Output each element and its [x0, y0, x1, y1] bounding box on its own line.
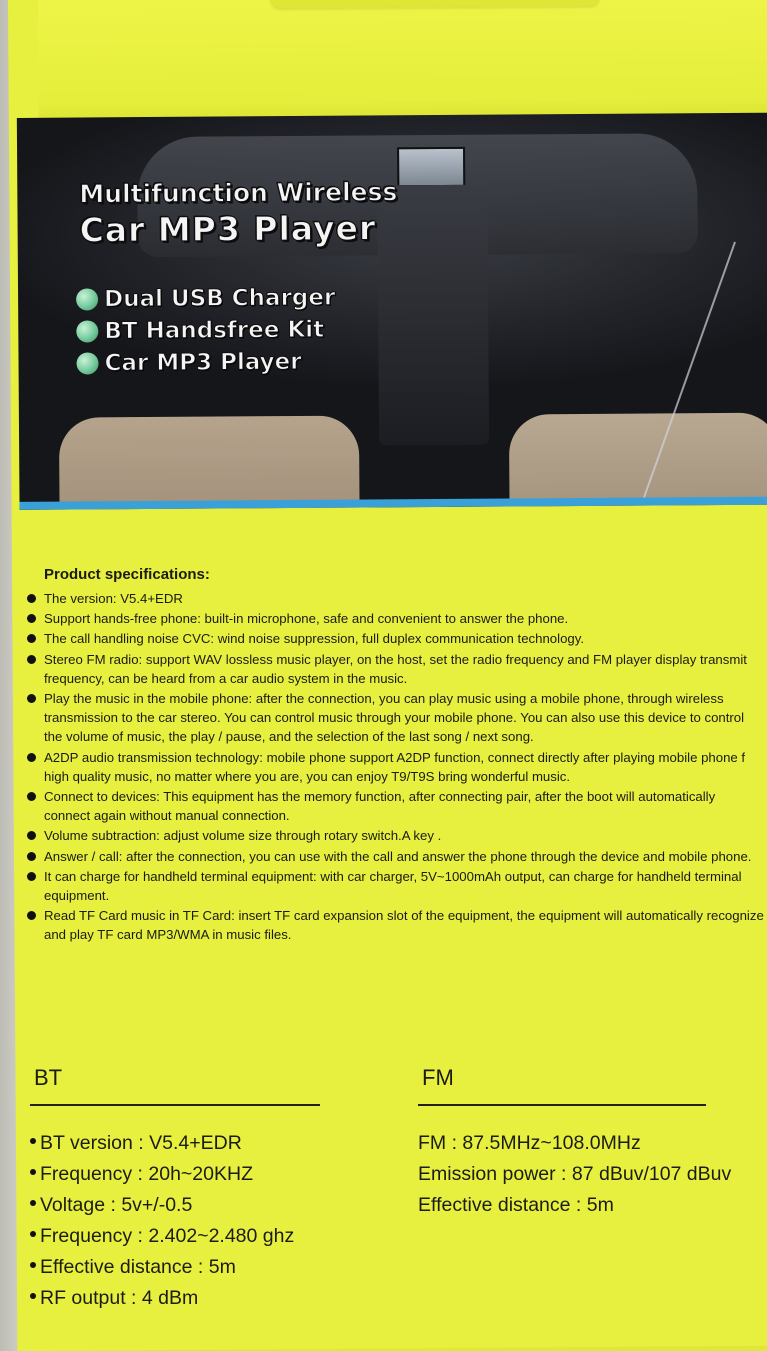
bullet-icon: [27, 753, 36, 762]
spec-item: [22, 629, 764, 648]
bullet-icon: [27, 634, 36, 643]
bt-spec-text: RF output : 4 dBm: [40, 1287, 199, 1309]
spec-text: Answer / call: after the connection, you can use with the call and answer the phone through the device and mobile phone.: [44, 848, 752, 864]
spec-item: [22, 748, 764, 786]
spec-text: Read TF Card music in TF Card: insert TF card expansion slot of the equipment, the equipment will automatically recognize and play TF card MP3/WMA in music files.: [44, 908, 764, 943]
fm-heading: FM: [422, 1065, 454, 1090]
product-headline: [79, 177, 397, 249]
green-dot-icon: [76, 288, 98, 310]
bt-spec-item: [30, 1159, 320, 1190]
feature-label: Dual USB Charger: [104, 284, 336, 313]
right-seat: [509, 413, 767, 510]
bullet-icon: [30, 1262, 36, 1268]
spec-item: [22, 867, 764, 905]
bullet-icon: [27, 694, 36, 703]
bt-spec-text: Voltage : 5v+/-0.5: [40, 1194, 193, 1216]
spec-item: [22, 826, 764, 845]
bt-spec-item: [30, 1190, 320, 1221]
box-top-flap: [38, 0, 767, 130]
spec-item: [22, 787, 764, 825]
bullet-icon: [27, 872, 36, 881]
green-dot-icon: [76, 352, 98, 374]
feature-list: [76, 282, 336, 380]
bt-spec-text: BT version : V5.4+EDR: [40, 1132, 242, 1154]
feature-item: [76, 346, 335, 380]
spec-item: [22, 689, 764, 747]
spec-text: Volume subtraction: adjust volume size through rotary switch.A key .: [44, 828, 442, 844]
fm-divider: [418, 1104, 706, 1106]
feature-label: BT Handsfree Kit: [104, 316, 325, 345]
headline-line2: Car MP3 Player: [79, 208, 377, 250]
bullet-icon: [27, 792, 36, 801]
bullet-icon: [27, 594, 36, 603]
feature-label: Car MP3 Player: [104, 348, 302, 377]
product-specifications: [22, 566, 764, 946]
spec-text: A2DP audio transmission technology: mobile phone support A2DP function, connect directly after playing mobile phone f high quality music, no matter where you are, you can enjoy T9/T9S bring wonderful music.: [44, 749, 746, 784]
bullet-icon: [30, 1138, 36, 1144]
feature-item: [76, 314, 335, 348]
dashboard-screen: [397, 147, 465, 187]
spec-item: [22, 906, 764, 944]
spec-item: [22, 847, 764, 866]
spec-text: Play the music in the mobile phone: after the connection, you can play music using a mobile phone, through wireless transmission to the car stereo. You can control music through your mobile phone. You can also use this device to control the volume of music, the play / pause, and the selection of the last song / next song.: [44, 691, 745, 745]
car-interior-photo: [17, 113, 767, 510]
feature-item: [76, 282, 335, 316]
headline-line1: Multifunction Wireless: [79, 177, 398, 209]
bullet-icon: [30, 1169, 36, 1175]
bt-divider: [30, 1104, 320, 1106]
bt-spec-item: [30, 1128, 320, 1159]
spec-item: [22, 650, 764, 688]
bullet-icon: [27, 655, 36, 664]
bt-specs-column: [30, 1062, 320, 1314]
spec-text: Support hands-free phone: built-in microphone, safe and convenient to answer the phone.: [44, 611, 569, 627]
spec-text: It can charge for handheld terminal equipment: with car charger, 5V~1000mAh output, can charge for handheld terminal equipment.: [44, 868, 742, 904]
spec-text: The call handling noise CVC: wind noise suppression, full duplex communication technology.: [44, 631, 585, 647]
bt-spec-item: [30, 1252, 320, 1283]
spec-item: [22, 589, 764, 608]
bt-spec-item: [30, 1221, 320, 1252]
bt-spec-text: Effective distance : 5m: [40, 1256, 236, 1278]
bt-spec-text: Frequency : 20h~20KHZ: [40, 1163, 253, 1185]
bullet-icon: [27, 614, 36, 623]
fm-spec-item: Effective distance : 5m: [418, 1194, 614, 1216]
spec-text: Stereo FM radio: support WAV lossless music player, on the host, set the radio frequency and FM player display transmit frequency, can be heard from a car audio system in the music.: [44, 651, 747, 686]
bullet-icon: [27, 852, 36, 861]
bt-spec-item: [30, 1283, 320, 1314]
left-seat: [59, 416, 360, 510]
bullet-icon: [30, 1293, 36, 1299]
bullet-icon: [27, 911, 36, 920]
bullet-icon: [30, 1200, 36, 1206]
fm-specs-list: [418, 1128, 758, 1221]
spec-item: [22, 609, 764, 628]
green-dot-icon: [76, 320, 98, 342]
bt-heading: BT: [34, 1065, 63, 1090]
fm-spec-item: Emission power : 87 dBuv/107 dBuv: [418, 1163, 732, 1185]
specifications-list: [22, 589, 764, 945]
bt-specs-list: [30, 1128, 320, 1314]
spec-text: Connect to devices: This equipment has the memory function, after connecting pair, after the boot will automatically connect again without manual connection.: [44, 789, 716, 824]
bullet-icon: [27, 831, 36, 840]
fm-specs-column: [418, 1062, 758, 1221]
bullet-icon: [30, 1231, 36, 1237]
spec-text: The version: V5.4+EDR: [44, 591, 183, 606]
specifications-title: Product specifications:: [44, 566, 210, 583]
flap-slot: [270, 0, 600, 8]
bt-spec-text: Frequency : 2.402~2.480 ghz: [40, 1225, 295, 1247]
fm-spec-item: FM : 87.5MHz~108.0MHz: [418, 1132, 641, 1154]
